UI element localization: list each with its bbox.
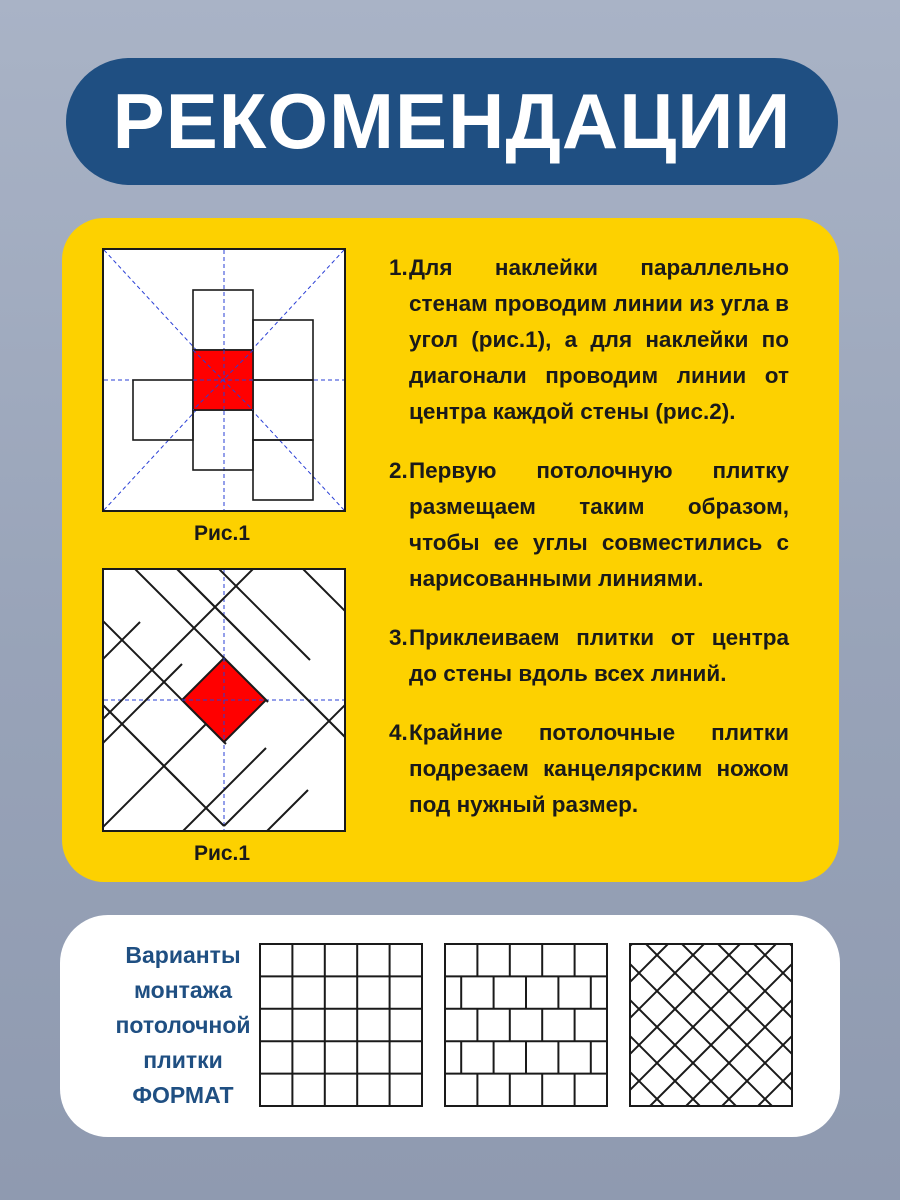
step-text: Первую потолочную плитку размещаем таким образом, чтобы ее углы совместились с нарисованными линиями. bbox=[409, 458, 789, 591]
list-item bbox=[389, 620, 789, 692]
list-item bbox=[389, 250, 789, 430]
diagonal-layout-diagram-icon bbox=[102, 568, 346, 832]
steps-list bbox=[389, 250, 789, 846]
variants-label-line: потолочной bbox=[115, 1012, 251, 1038]
brick-pattern-icon bbox=[444, 943, 608, 1107]
variants-label-line: ФОРМАТ bbox=[132, 1082, 234, 1108]
variants-card bbox=[60, 915, 840, 1137]
variants-label bbox=[88, 938, 278, 1113]
step-text: Крайние потолочные плитки подрезаем канцелярским ножом под нужный размер. bbox=[409, 720, 789, 817]
parallel-layout-diagram-icon bbox=[102, 248, 346, 512]
list-item bbox=[389, 715, 789, 823]
title-banner bbox=[66, 58, 838, 185]
step-text: Приклеиваем плитки от центра до стены вдоль всех линий. bbox=[409, 625, 789, 686]
page-title: РЕКОМЕНДАЦИИ bbox=[112, 77, 792, 165]
variants-label-line: Варианты bbox=[125, 942, 241, 968]
figure-1-caption: Рис.1 bbox=[193, 522, 251, 545]
variants-label-line: монтажа bbox=[133, 977, 233, 1003]
recommendations-card bbox=[62, 218, 839, 882]
variants-label-line: плитки bbox=[143, 1047, 223, 1073]
figure-2-caption: Рис.1 bbox=[193, 842, 251, 865]
list-item bbox=[389, 453, 789, 597]
step-number: 4. bbox=[389, 720, 408, 745]
step-text: Для наклейки параллельно стенам проводим линии из угла в угол (рис.1), а для наклейки по диагонали проводим линии от центра каждой стены (рис.2). bbox=[409, 255, 789, 424]
diagonal-pattern-icon bbox=[629, 943, 793, 1107]
step-number: 1. bbox=[389, 255, 408, 280]
grid-pattern-icon bbox=[259, 943, 423, 1107]
step-number: 3. bbox=[389, 625, 408, 650]
step-number: 2. bbox=[389, 458, 408, 483]
